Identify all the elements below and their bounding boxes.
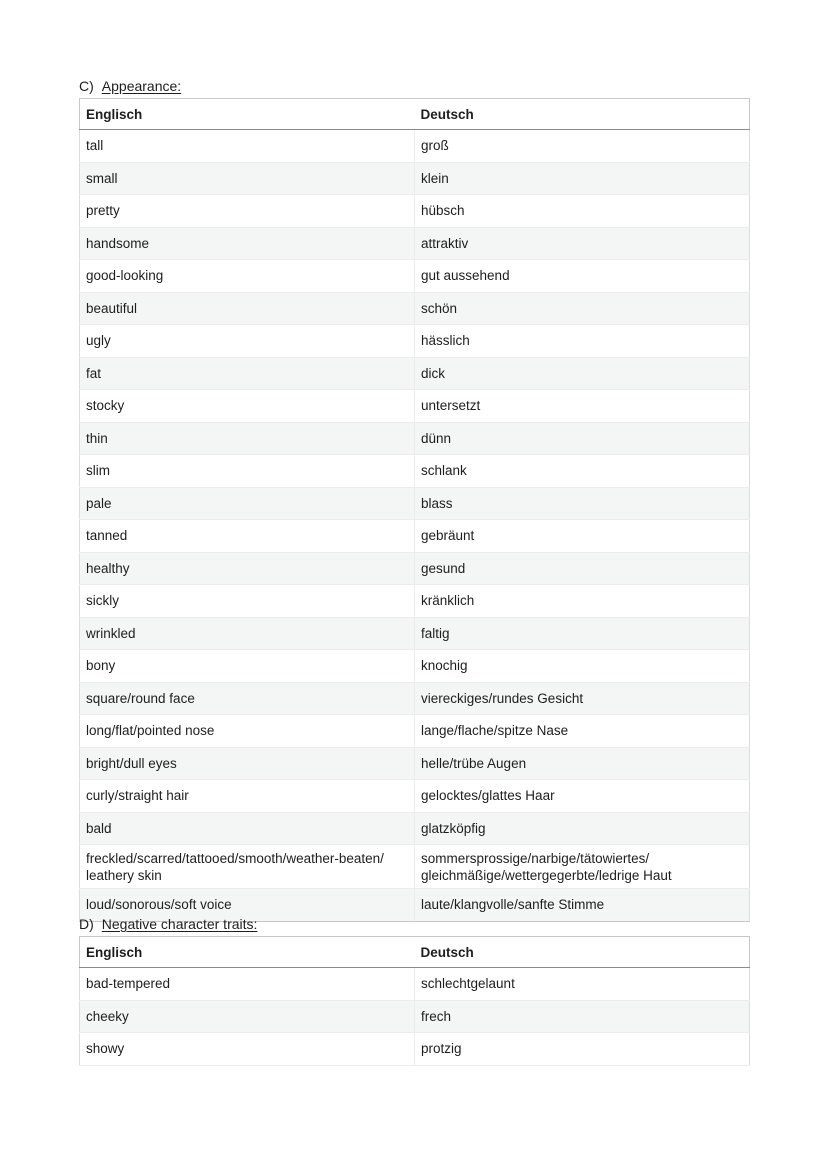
english-term: long/flat/pointed nose [80,715,415,748]
german-term: glatzköpfig [415,812,750,845]
english-term: fat [80,357,415,390]
english-term: stocky [80,390,415,423]
column-header-german: Deutsch [415,937,750,968]
table-row [80,552,750,585]
german-term: schlank [415,455,750,488]
english-term: thin [80,422,415,455]
english-term: beautiful [80,292,415,325]
section-title: Negative character traits: [101,916,258,932]
section-title: Appearance: [101,78,182,94]
english-term: showy [80,1033,415,1066]
section-heading [79,76,749,97]
vocab-table-appearance [79,98,750,922]
english-term: bright/dull eyes [80,747,415,780]
english-term: freckled/scarred/tattooed/smooth/weather-beaten/ leathery skin [80,845,415,889]
section-heading [79,914,749,935]
column-header-english: Englisch [80,937,415,968]
english-term: tanned [80,520,415,553]
table-row [80,455,750,488]
table-row [80,130,750,163]
english-term: healthy [80,552,415,585]
english-term: bad-tempered [80,968,415,1001]
table-row [80,585,750,618]
english-term: curly/straight hair [80,780,415,813]
table-row [80,325,750,358]
english-term: wrinkled [80,617,415,650]
english-term: pretty [80,195,415,228]
english-term: good-looking [80,260,415,293]
german-term: untersetzt [415,390,750,423]
german-term: klein [415,162,750,195]
german-term: dick [415,357,750,390]
section-negative-traits [79,914,749,1066]
english-term: square/round face [80,682,415,715]
table-row [80,650,750,683]
table-row [80,162,750,195]
german-term: hässlich [415,325,750,358]
table-row [80,747,750,780]
english-term: slim [80,455,415,488]
section-letter: D) [79,916,94,932]
german-term: schön [415,292,750,325]
table-row [80,227,750,260]
table-header-row [80,99,750,130]
german-term: gebräunt [415,520,750,553]
english-term: bony [80,650,415,683]
table-row [80,357,750,390]
table-row [80,195,750,228]
table-row [80,390,750,423]
table-row [80,260,750,293]
english-term: handsome [80,227,415,260]
german-term: kränklich [415,585,750,618]
table-row [80,1033,750,1066]
german-term: attraktiv [415,227,750,260]
german-term: faltig [415,617,750,650]
german-term: groß [415,130,750,163]
table-row [80,292,750,325]
german-term: sommersprossige/narbige/tätowiertes/ gleichmäßige/wettergegerbte/ledrige Haut [415,845,750,889]
english-term: ugly [80,325,415,358]
column-header-english: Englisch [80,99,415,130]
table-row [80,715,750,748]
german-term: protzig [415,1033,750,1066]
german-term: blass [415,487,750,520]
english-term: bald [80,812,415,845]
german-term: gesund [415,552,750,585]
section-appearance [79,76,749,922]
german-term: helle/trübe Augen [415,747,750,780]
german-term: knochig [415,650,750,683]
english-term: small [80,162,415,195]
german-term: dünn [415,422,750,455]
table-row [80,520,750,553]
section-letter: C) [79,78,94,94]
table-row [80,1000,750,1033]
english-term: sickly [80,585,415,618]
german-term: lange/flache/spitze Nase [415,715,750,748]
vocab-table-negative-traits [79,936,750,1066]
table-row [80,617,750,650]
german-term: viereckiges/rundes Gesicht [415,682,750,715]
english-term: pale [80,487,415,520]
column-header-german: Deutsch [415,99,750,130]
german-term: schlechtgelaunt [415,968,750,1001]
table-row [80,487,750,520]
german-term: gelocktes/glattes Haar [415,780,750,813]
german-term: hübsch [415,195,750,228]
table-row [80,422,750,455]
german-term: laute/klangvolle/sanfte Stimme [415,889,750,922]
english-term: tall [80,130,415,163]
table-row [80,812,750,845]
table-row [80,968,750,1001]
table-row [80,682,750,715]
table-row [80,845,750,889]
english-term: cheeky [80,1000,415,1033]
english-term: loud/sonorous/soft voice [80,889,415,922]
german-term: gut aussehend [415,260,750,293]
german-term: frech [415,1000,750,1033]
table-row [80,780,750,813]
table-header-row [80,937,750,968]
